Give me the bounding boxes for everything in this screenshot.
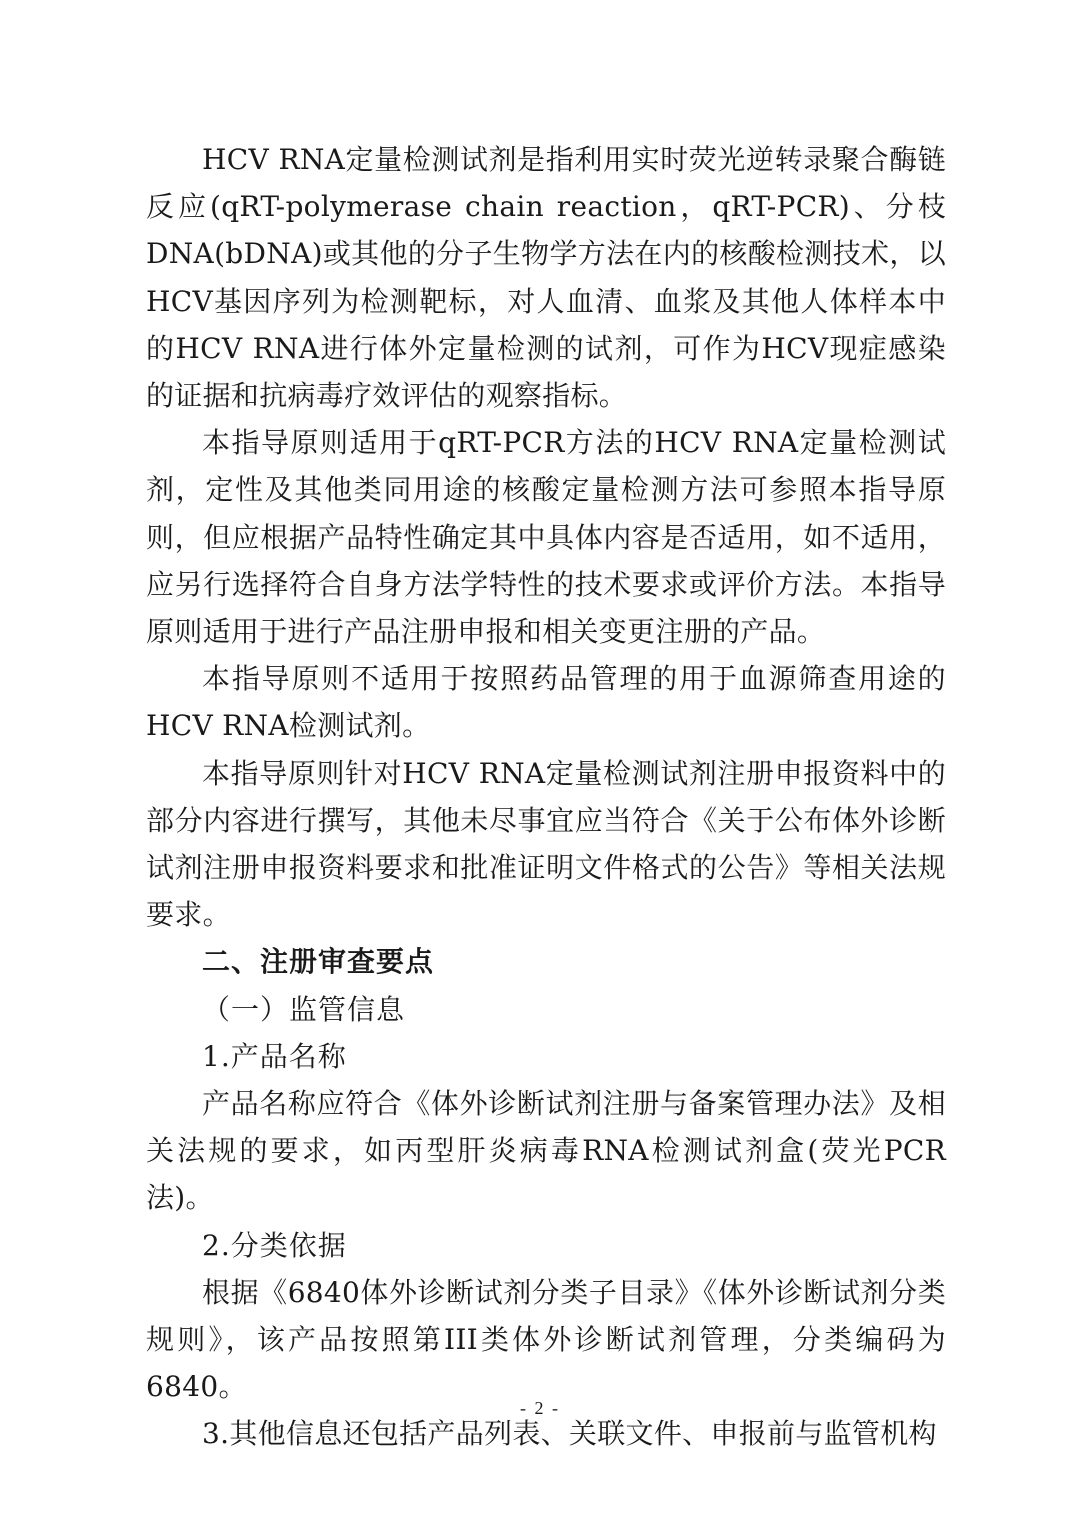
item-heading-product-name: 1.产品名称 bbox=[202, 1039, 347, 1073]
document-body bbox=[146, 136, 946, 1458]
paragraph-classification: 根据《6840体外诊断试剂分类子目录》《体外诊断试剂分类规则》，该产品按照第III类体外诊断试剂管理，分类编码为6840。 bbox=[146, 1275, 946, 1404]
paragraph-other-info: 3.其他信息还包括产品列表、关联文件、申报前与监管机构 bbox=[202, 1417, 937, 1451]
paragraph-product-name: 产品名称应符合《体外诊断试剂注册与备案管理办法》及相关法规的要求，如丙型肝炎病毒RNA检测试剂盒(荧光PCR法)。 bbox=[146, 1087, 946, 1215]
paragraph-scope: 本指导原则适用于qRT-PCR方法的HCV RNA定量检测试剂，定性及其他类同用途的核酸定量检测方法可参照本指导原则，但应根据产品特性确定其中具体内容是否适用，如不适用，应另行选择符合自身方法学特性的技术要求或评价方法。本指导原则适用于进行产品注册申报和相关变更注册的产品。 bbox=[146, 426, 946, 649]
paragraph-regulations: 本指导原则针对HCV RNA定量检测试剂注册申报资料中的部分内容进行撰写，其他未尽事宜应当符合《关于公布体外诊断试剂注册申报资料要求和批准证明文件格式的公告》等相关法规要求。 bbox=[146, 756, 946, 932]
subsection-heading-regulatory-info: （一）监管信息 bbox=[202, 992, 406, 1026]
paragraph-exclusion: 本指导原则不适用于按照药品管理的用于血源筛查用途的HCV RNA检测试剂。 bbox=[146, 662, 946, 743]
section-heading-review-points: 二、注册审查要点 bbox=[202, 945, 435, 979]
item-heading-classification: 2.分类依据 bbox=[202, 1228, 347, 1262]
page-number: - 2 - bbox=[520, 1398, 560, 1418]
paragraph-hcv-definition: HCV RNA定量检测试剂是指利用实时荧光逆转录聚合酶链反应(qRT-polymerase chain reaction，qRT-PCR)、分枝DNA(bDNA)或其他的分子生物学方法在内的核酸检测技术，以HCV基因序列为检测靶标，对人血清、血浆及其他人体样本中的HCV RNA进行体外定量检测的试剂，可作为HCV现症感染的证据和抗病毒疗效评估的观察指标。 bbox=[146, 143, 946, 413]
